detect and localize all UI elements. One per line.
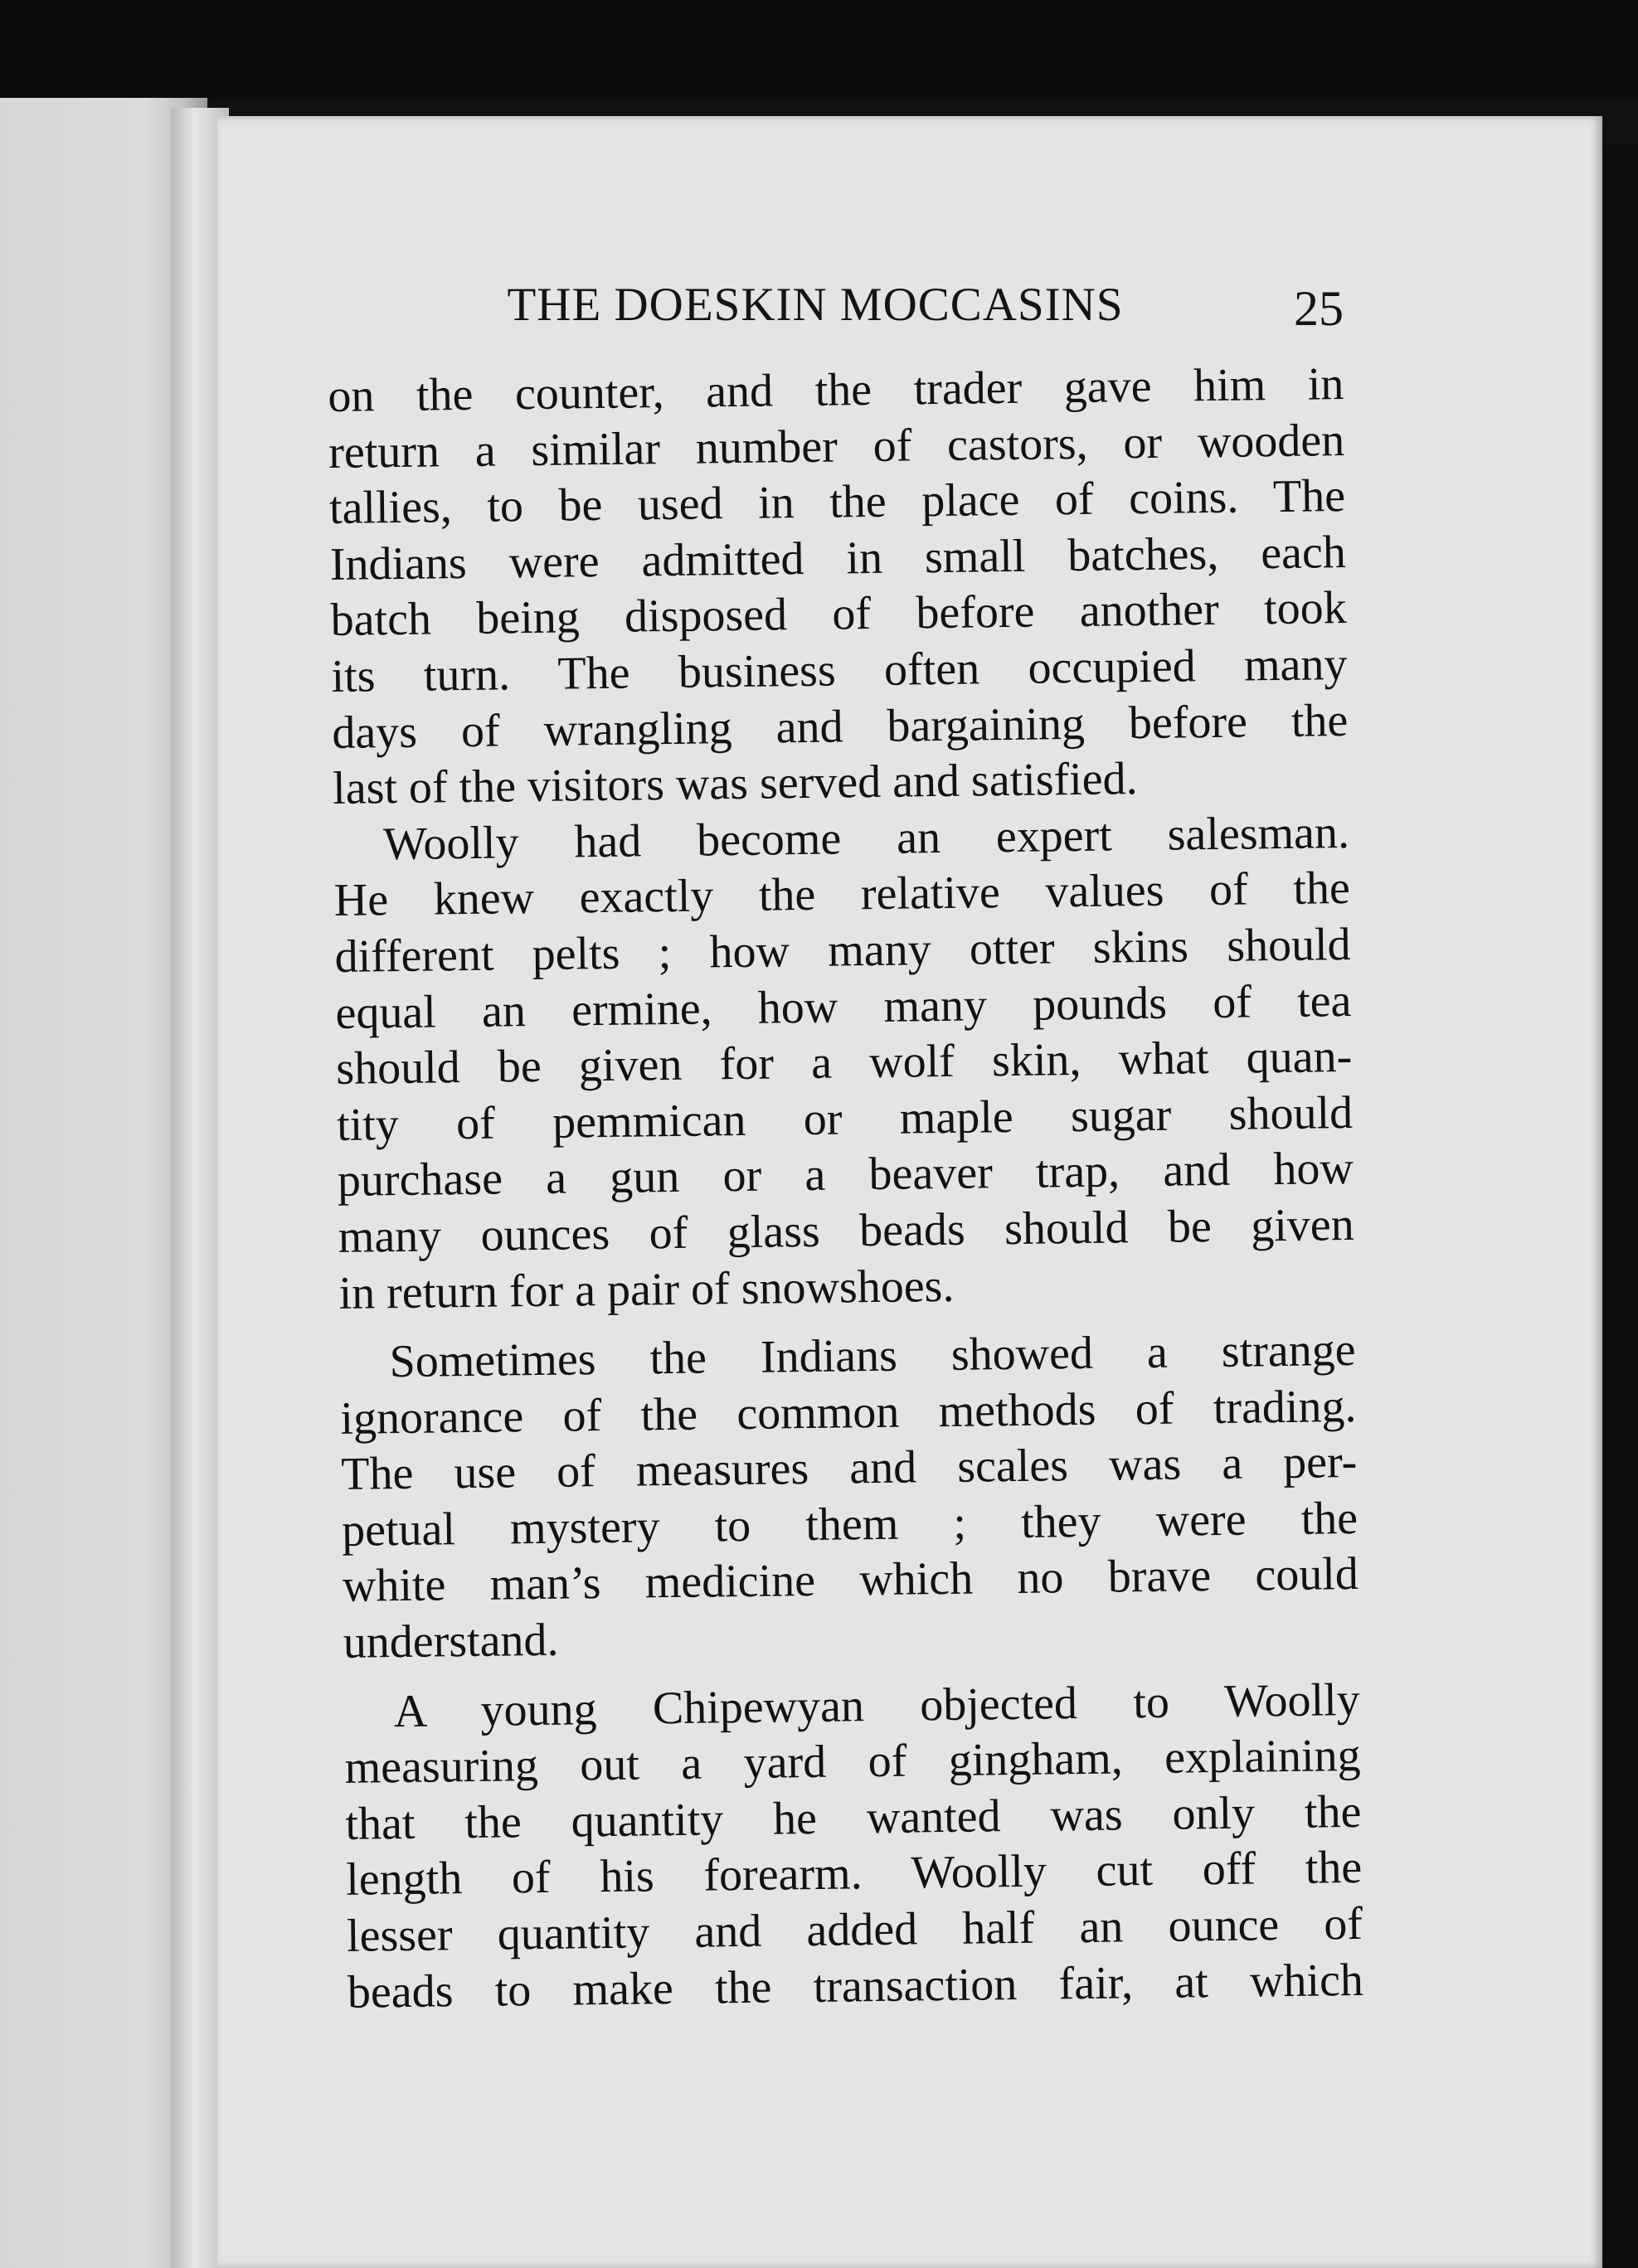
text-line: A young Chipewyan objected to Woolly bbox=[393, 1673, 1361, 1737]
text-line: petual mystery to them ; they were the bbox=[341, 1492, 1359, 1557]
paragraph bbox=[333, 805, 1355, 1322]
running-head: THE DOESKIN MOCCASINS bbox=[507, 279, 1124, 331]
text-line: in return for a pair of snowshoes. bbox=[338, 1260, 955, 1319]
text-line: days of wrangling and bargaining before the bbox=[331, 694, 1349, 759]
text-line: purchase a gun or a beaver trap, and how bbox=[337, 1143, 1354, 1207]
text-line: many ounces of glass beads should be given bbox=[338, 1198, 1355, 1263]
text-line: return a similar number of castors, or wooden bbox=[328, 414, 1345, 478]
text-line: its turn. The business often occupied many bbox=[331, 638, 1348, 702]
paragraph bbox=[339, 1323, 1359, 1671]
text-line: understand. bbox=[343, 1614, 559, 1668]
text-line: batch being disposed of before another took bbox=[330, 582, 1347, 647]
text-line: white man’s medicine which no brave could bbox=[342, 1548, 1359, 1613]
text-line: Sometimes the Indians showed a strange bbox=[389, 1324, 1356, 1388]
scan-background bbox=[0, 0, 1638, 100]
body-text bbox=[328, 357, 1363, 2021]
text-line: ignorance of the common methods of trading. bbox=[340, 1380, 1357, 1445]
text-line: The use of measures and scales was a per- bbox=[340, 1436, 1358, 1501]
page-shadow-edge bbox=[1602, 145, 1638, 2268]
paragraph bbox=[328, 357, 1349, 818]
text-line: length of his forearm. Woolly cut off the bbox=[345, 1842, 1363, 1906]
text-line: beads to make the transaction fair, at which bbox=[347, 1954, 1364, 2018]
text-line: tity of pemmican or maple sugar should bbox=[336, 1086, 1354, 1151]
text-line: He knew exactly the relative values of the bbox=[333, 862, 1351, 927]
page-number: 25 bbox=[1294, 281, 1344, 336]
text-line: lesser quantity and added half an ounce of bbox=[346, 1897, 1363, 1962]
text-line: on the counter, and the trader gave him in bbox=[328, 358, 1344, 422]
text-line: that the quantity he wanted was only the bbox=[345, 1785, 1362, 1850]
text-line: last of the visitors was served and satisfied. bbox=[332, 753, 1138, 815]
text-line: different pelts ; how many otter skins should bbox=[334, 918, 1351, 983]
text-line: measuring out a yard of gingham, explaining bbox=[344, 1730, 1361, 1794]
text-line: equal an ermine, how many pounds of tea bbox=[335, 974, 1352, 1039]
text-line: Woolly had become an expert salesman. bbox=[382, 806, 1350, 870]
text-line: should be given for a wolf skin, what quan- bbox=[335, 1031, 1353, 1095]
paragraph bbox=[343, 1673, 1363, 2021]
text-line: Indians were admitted in small batches, each bbox=[329, 526, 1347, 590]
text-line: tallies, to be used in the place of coins. The bbox=[328, 470, 1346, 535]
